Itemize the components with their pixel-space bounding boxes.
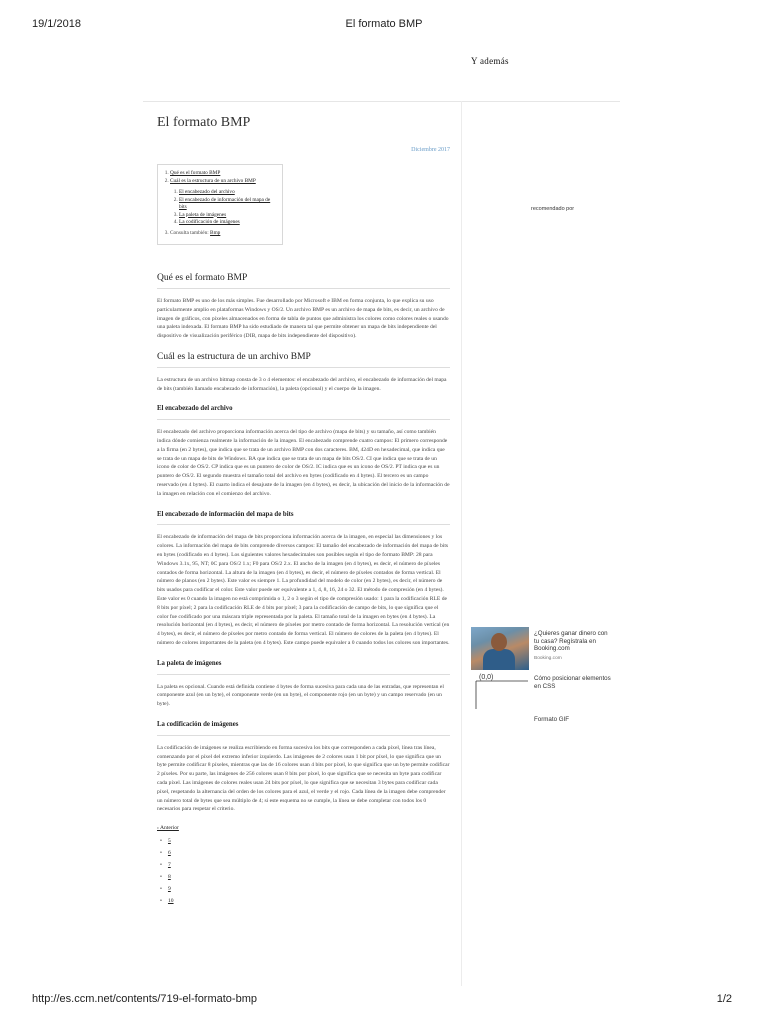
recommended-label: recomendado por <box>531 206 575 212</box>
pagination <box>157 837 450 909</box>
paragraph: El formato BMP es uno de los más simples. Fue desarrollado por Microsoft e IBM en forma conjunta, lo que explica su uso particularmente amplio en plataformas Windows y OS/2. Un archivo BMP es un archivo de mapa de bits, es decir, un archivo de imagen de gráficos, con píxeles almacenados en forma de tabla de puntos que administra los colores como colores reales o usando una paleta indexada. El formato BMP ha sido estudiado de manera tal que permite obtener un mapa de bits independiente del dispositivo de visualización periférico (DIB, mapa de bits independiente del dispositivo). <box>157 298 449 340</box>
print-date: 19/1/2018 <box>32 18 81 30</box>
toc-item <box>170 230 279 237</box>
thumb-origin-label: (0,0) <box>479 674 494 681</box>
subsection-heading: La codificación de imágenes <box>157 721 450 736</box>
table-of-contents <box>157 164 283 245</box>
page-link[interactable]: 10 <box>167 897 174 904</box>
toc-link-encabezado-info[interactable]: El encabezado de información del mapa de bits <box>179 196 271 210</box>
toc-subitem[interactable] <box>179 197 279 211</box>
paragraph: El encabezado de información del mapa de bits proporciona información acerca de la imagen, en especial las dimensiones y los colores. La información del mapa de bits comprende diversos campos: El tamaño del encabezado de información del mapa de bits en bytes (codificado en 4 bytes). Los siguientes valores hexadecimales son posibles según el tipo de formato BMP: 28 para Windows 3.1x, 95, NT; 0C para OS/2 1.x; F0 para OS/2 2.x. El ancho de la imagen (en 4 bytes), es decir, el número de píxeles contados de forma horizontal. La altura de la imagen (en 4 bytes), es decir, el número de píxeles contados de forma vertical. El número de planos (en 2 bytes). Este valor es siempre 1. La profundidad del modelo de color (en 2 bytes), es decir, el número de bits usados para codificar el color. Este valor puede ser equivalente a 1, 4, 8, 16, 24 o 32. El método de compresión (en 4 bytes). Este valor es 0 cuando la imagen no está comprimida o 1, 2 o 3 según el tipo de compresión usado: 1 para la codificación RLE de 8 bits por píxel; 2 para la codificación RLE de 4 bits por píxel; 3 para la codificación de campo de bits, lo que significa que el color fue codificado por una máscara triple representada por la paleta. El tamaño total de la imagen en bytes (en 4 bytes). La resolución horizontal (en 4 bytes), es decir, el número de píxeles por metro contado de forma horizontal. La resolución vertical (en 4 bytes), es decir, el número de píxeles por metro contado de forma vertical. El número de colores de la paleta (en 4 bytes). El número de colores importantes de la paleta (en 4 bytes). Este campo puede equivaler a 0 cuando todos los colores son importantes. <box>157 534 450 646</box>
toc-also-prefix: Consulta también: <box>170 230 209 237</box>
article-title: El formato BMP <box>157 115 251 130</box>
toc-subitem[interactable] <box>179 189 279 196</box>
pagination-item <box>157 837 450 849</box>
subsection-heading: El encabezado de información del mapa de bits <box>157 511 450 526</box>
page-link[interactable]: 7 <box>167 861 171 868</box>
toc-link-paleta[interactable]: La paleta de imágenes <box>179 211 227 218</box>
toc-link-que-es[interactable]: Qué es el formato BMP <box>170 170 221 176</box>
paragraph: El encabezado del archivo proporciona información acerca del tipo de archivo (mapa de bits) y su tamaño, así como también indica dónde comienza realmente la información de la imagen. El encabezado comprende cuatro campos: El primero corresponde a la firma (en 2 bytes), que indica que se trata de un archivo BMP con dos caracteres. BM, 424D en hexadecimal, que indica que se trata de un mapa de bits de Windows. BA que indica que se trata de un mapa de bits OS/2. CI que indica que se trata de un icono de color de OS/2. CP indica que es un puntero de color de OS/2. IC indica que es un icono de OS/2. PT indica que es un puntero de OS/2. El segundo muestra el tamaño total del archivo en bytes (codificado en 4 bytes). El tercero es un campo reservado (en 4 bytes). El cuarto indica el desajuste de la imagen (en 4 bytes), es decir, la ubicación del inicio de la información de la imagen en relación con el comienzo del archivo. <box>157 429 450 497</box>
print-url: http://es.ccm.net/contents/719-el-formato-bmp <box>32 993 257 1005</box>
gif-ad-link[interactable]: Formato GIF <box>534 716 570 723</box>
previous-link[interactable]: ‹ Anterior <box>157 825 179 832</box>
pagination-item <box>157 885 450 897</box>
pagination-item <box>157 861 450 873</box>
print-title: El formato BMP <box>345 18 423 30</box>
toc-item[interactable] <box>170 170 279 177</box>
column-divider <box>461 101 462 986</box>
section-heading: Cuál es la estructura de un archivo BMP <box>157 353 450 368</box>
subsection-heading: El encabezado del archivo <box>157 405 450 420</box>
page-link[interactable]: 5 <box>167 837 171 844</box>
header-divider <box>143 101 620 102</box>
person-silhouette <box>483 649 515 670</box>
booking-ad-image[interactable] <box>471 627 529 670</box>
brand-logo[interactable]: Y además <box>471 56 509 66</box>
article <box>157 110 450 909</box>
page-link[interactable]: 8 <box>167 873 171 880</box>
page-link[interactable]: 6 <box>167 849 171 856</box>
css-ad-link[interactable]: Cómo posicionar elementos en CSS <box>534 675 611 690</box>
paragraph: La paleta es opcional. Cuando está definida contiene 4 bytes de forma sucesiva para cada una de las entradas, que representan el componente azul (en un byte), el componente verde (en un byte), el componente rojo (en un byte) y un campo reservado (en un byte). <box>157 683 444 708</box>
css-coordinates-thumbnail[interactable] <box>472 673 528 709</box>
toc-item[interactable] <box>170 178 279 226</box>
toc-link-codificacion[interactable]: La codificación de imágenes <box>179 219 240 226</box>
pagination-item <box>157 873 450 885</box>
toc-subitem[interactable] <box>179 219 279 226</box>
paragraph: La codificación de imágenes se realiza escribiendo en forma sucesiva los bits que corresponden a cada píxel, línea tras línea, comenzando por el píxel del extremo inferior izquierdo. Las imágenes de 2 colores usan 1 bit por píxel, lo que significa que un byte permite codificar 8 píxeles, mientras que las de 16 colores usan 4 bits por píxel, lo que significa que un byte permite codificar 2 píxeles. Por su parte, las imágenes de 256 colores usan 8 bits por píxel, lo que significa que se necesita un byte para codificar cada píxel. Las imágenes de colores reales usan 24 bits por píxel, lo que significa que se necesitan 3 bytes para codificar cada píxel, respetando la alternancia del orden de los colores para el azul, el verde y el rojo. Cada línea de la imagen debe comprender un número total de bytes que sea múltiplo de 4; si este esquema no se cumple, la línea se debe completar con todos los 0 necesarios para respetar el criterio. <box>157 744 450 813</box>
page-link[interactable]: 9 <box>167 885 171 892</box>
booking-ad-source: Booking.com <box>534 656 562 661</box>
paragraph: La estructura de un archivo bitmap consta de 3 o 4 elementos: el encabezado del archivo, el encabezado de información del mapa de bits (también llamado encabezado de información), la paleta (opcional) y el cuerpo de la imagen. <box>157 376 447 392</box>
toc-link-encabezado-archivo[interactable]: El encabezado del archivo <box>179 188 235 195</box>
pagination-item <box>157 849 450 861</box>
subsection-heading: La paleta de imágenes <box>157 660 450 675</box>
toc-link-estructura[interactable]: Cuál es la estructura de un archivo BMP <box>170 177 256 184</box>
person-head <box>491 633 507 651</box>
print-page-number: 1/2 <box>716 993 732 1005</box>
article-date: Diciembre 2017 <box>411 147 450 153</box>
toc-subitem[interactable] <box>179 212 279 219</box>
section-heading: Qué es el formato BMP <box>157 274 450 289</box>
booking-ad-link[interactable]: ¿Quieres ganar dinero con tu casa? Regístrala en Booking.com <box>534 630 608 653</box>
pagination-item <box>157 897 450 909</box>
toc-link-bmp[interactable]: Bmp <box>210 230 221 237</box>
